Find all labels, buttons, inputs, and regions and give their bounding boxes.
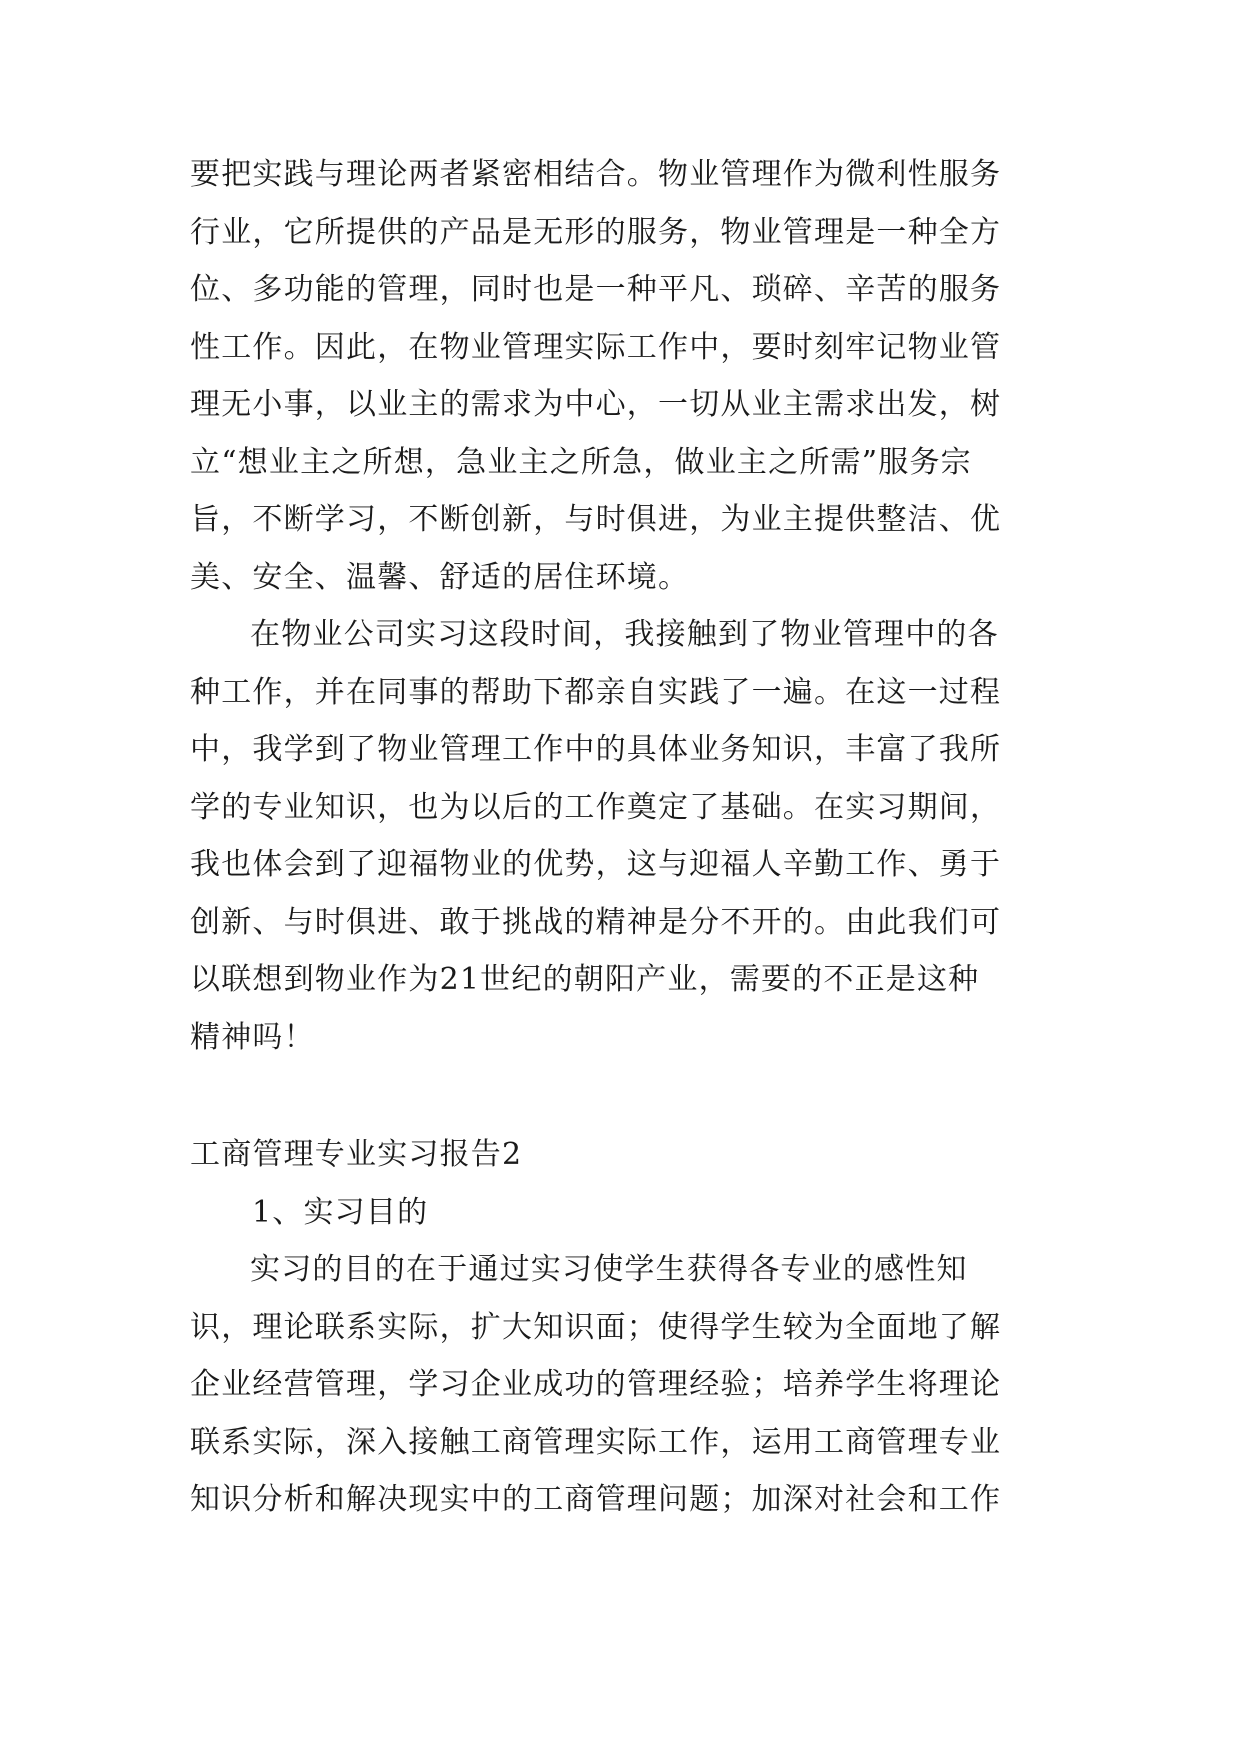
text-line: 美、安全、温馨、舒适的居住环境。: [190, 559, 690, 595]
text-line: 创新、与时俱进、敢于挑战的精神是分不开的。由此我们可: [190, 904, 1002, 940]
text-line: 知识分析和解决现实中的工商管理问题；加深对社会和工作: [190, 1482, 1002, 1517]
text-line: 行业，它所提供的产品是无形的服务，物业管理是一种全方: [190, 214, 1002, 250]
text-line: 性工作。因此，在物业管理实际工作中，要时刻牢记物业管: [190, 329, 1002, 365]
section-spacer: [190, 1066, 1052, 1126]
text-line: 以联想到物业作为21世纪的朝阳产业，需要的不正是这种: [190, 962, 980, 997]
text-line: 联系实际，深入接触工商管理实际工作，运用工商管理专业: [190, 1424, 1002, 1460]
text-line: 旨，不断学习，不断创新，与时俱进，为业主提供整洁、优: [190, 502, 1002, 537]
text-line: 中，我学到了物业管理工作中的具体业务知识，丰富了我所: [190, 732, 1002, 767]
text-line: 企业经营管理，学习企业成功的管理经验；培养学生将理论: [190, 1367, 1002, 1402]
paragraph-3: [190, 1241, 1052, 1529]
text-line: 要把实践与理论两者紧密相结合。物业管理作为微利性服务: [190, 157, 1002, 192]
text-line: 种工作，并在同事的帮助下都亲自实践了一遍。在这一过程: [190, 674, 1002, 710]
section-title: 工商管理专业实习报告2: [190, 1137, 523, 1172]
subheading: 1、实习目的: [252, 1194, 429, 1230]
text-line: 在物业公司实习这段时间，我接触到了物业管理中的各: [250, 617, 999, 652]
text-line: 立“想业主之所想，急业主之所急，做业主之所需”服务宗: [190, 444, 972, 480]
text-line: 精神吗！: [190, 1019, 315, 1055]
paragraph-2: [190, 606, 1052, 1066]
paragraph-1: [190, 146, 1052, 606]
text-line: 位、多功能的管理，同时也是一种平凡、琐碎、辛苦的服务: [190, 272, 1002, 307]
text-line: 我也体会到了迎福物业的优势，这与迎福人辛勤工作、勇于: [190, 847, 1002, 882]
text-line: 学的专业知识，也为以后的工作奠定了基础。在实习期间，: [190, 789, 1002, 825]
text-line: 理无小事，以业主的需求为中心，一切从业主需求出发，树: [190, 387, 1002, 422]
document-body: [190, 146, 1052, 1529]
text-line: 实习的目的在于通过实习使学生获得各专业的感性知: [250, 1252, 968, 1287]
text-line: 识，理论联系实际，扩大知识面；使得学生较为全面地了解: [190, 1309, 1002, 1345]
